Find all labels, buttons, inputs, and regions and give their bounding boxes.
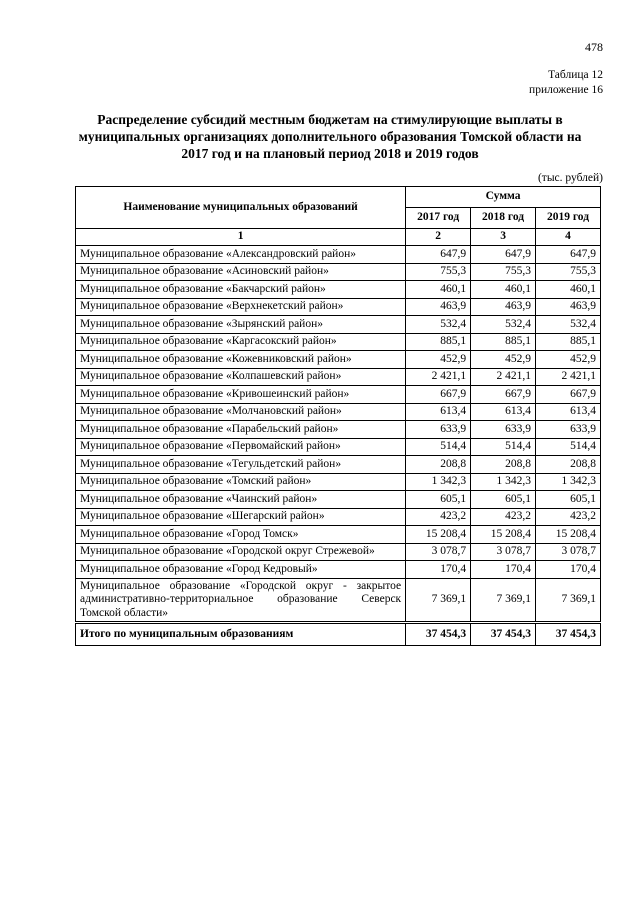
value-2017: 15 208,4 [406,526,471,544]
value-2019: 605,1 [536,491,601,509]
table-row [76,456,601,474]
value-2018: 460,1 [471,281,536,299]
value-2018: 605,1 [471,491,536,509]
table-row [76,508,601,526]
value-2017: 1 342,3 [406,473,471,491]
value-2019: 463,9 [536,298,601,316]
value-2019: 2 421,1 [536,368,601,386]
column-number: 4 [536,229,601,246]
value-2019: 613,4 [536,403,601,421]
value-2017: 633,9 [406,421,471,439]
value-2018: 452,9 [471,351,536,369]
header-sum: Сумма [406,187,601,208]
column-number: 2 [406,229,471,246]
value-2017: 613,4 [406,403,471,421]
table-row [76,561,601,579]
municipality-name: Муниципальное образование «Чаинский район» [76,491,406,509]
table-row [76,526,601,544]
municipality-name: Муниципальное образование «Городской округ - закрытое административно-территориальное образование Северск Томской области» [76,578,406,623]
value-2017: 460,1 [406,281,471,299]
total-2019: 37 454,3 [536,623,601,646]
value-2018: 3 078,7 [471,543,536,561]
municipality-name: Муниципальное образование «Шегарский район» [76,508,406,526]
appendix-number: приложение 16 [529,84,603,96]
value-2018: 667,9 [471,386,536,404]
total-row [76,623,601,646]
value-2019: 3 078,7 [536,543,601,561]
total-2017: 37 454,3 [406,623,471,646]
value-2019: 514,4 [536,438,601,456]
municipality-name: Муниципальное образование «Город Кедровый» [76,561,406,579]
table-row [76,246,601,264]
value-2019: 423,2 [536,508,601,526]
header-year-2019: 2019 год [536,208,601,229]
value-2019: 647,9 [536,246,601,264]
value-2019: 460,1 [536,281,601,299]
table-row [76,491,601,509]
value-2017: 605,1 [406,491,471,509]
municipality-name: Муниципальное образование «Молчановский район» [76,403,406,421]
value-2018: 885,1 [471,333,536,351]
value-2018: 532,4 [471,316,536,334]
document-title [70,111,590,162]
table-row [76,386,601,404]
value-2019: 755,3 [536,263,601,281]
value-2019: 667,9 [536,386,601,404]
value-2018: 514,4 [471,438,536,456]
column-number: 3 [471,229,536,246]
value-2017: 208,8 [406,456,471,474]
value-2017: 3 078,7 [406,543,471,561]
value-2019: 208,8 [536,456,601,474]
table-row [76,298,601,316]
value-2018: 15 208,4 [471,526,536,544]
municipality-name: Муниципальное образование «Кожевниковский район» [76,351,406,369]
table-row [76,351,601,369]
value-2019: 452,9 [536,351,601,369]
value-2018: 423,2 [471,508,536,526]
municipality-name: Муниципальное образование «Зырянский район» [76,316,406,334]
value-2019: 532,4 [536,316,601,334]
value-2019: 170,4 [536,561,601,579]
municipality-name: Муниципальное образование «Парабельский район» [76,421,406,439]
value-2017: 423,2 [406,508,471,526]
municipality-name: Муниципальное образование «Асиновский район» [76,263,406,281]
value-2017: 532,4 [406,316,471,334]
column-number: 1 [76,229,406,246]
value-2018: 7 369,1 [471,578,536,623]
page-number: 478 [585,40,603,54]
value-2018: 633,9 [471,421,536,439]
value-2018: 463,9 [471,298,536,316]
table-row [76,421,601,439]
value-2017: 647,9 [406,246,471,264]
table-label [529,68,603,98]
table-row [76,316,601,334]
table-row [76,333,601,351]
value-2018: 1 342,3 [471,473,536,491]
table-row [76,281,601,299]
value-2018: 208,8 [471,456,536,474]
municipality-name: Муниципальное образование «Томский район» [76,473,406,491]
municipality-name: Муниципальное образование «Александровский район» [76,246,406,264]
value-2018: 170,4 [471,561,536,579]
value-2018: 613,4 [471,403,536,421]
subsidy-table [75,186,601,646]
value-2019: 885,1 [536,333,601,351]
value-2017: 2 421,1 [406,368,471,386]
municipality-name: Муниципальное образование «Тегульдетский район» [76,456,406,474]
value-2017: 667,9 [406,386,471,404]
value-2018: 755,3 [471,263,536,281]
table-row [76,403,601,421]
value-2019: 15 208,4 [536,526,601,544]
header-year-2017: 2017 год [406,208,471,229]
column-numbers-row [76,229,601,246]
value-2017: 755,3 [406,263,471,281]
table-row [76,368,601,386]
header-year-2018: 2018 год [471,208,536,229]
municipality-name: Муниципальное образование «Первомайский район» [76,438,406,456]
table-row [76,473,601,491]
municipality-name: Муниципальное образование «Колпашевский район» [76,368,406,386]
table-row [76,263,601,281]
title-line: Распределение субсидий местным бюджетам на стимулирующие выплаты в [97,112,563,127]
municipality-name: Муниципальное образование «Верхнекетский район» [76,298,406,316]
value-2019: 633,9 [536,421,601,439]
value-2017: 452,9 [406,351,471,369]
table-row [76,543,601,561]
municipality-name: Муниципальное образование «Кривошеинский район» [76,386,406,404]
value-2017: 885,1 [406,333,471,351]
value-2017: 170,4 [406,561,471,579]
table-number: Таблица 12 [548,69,603,81]
total-label: Итого по муниципальным образованиям [76,623,406,646]
municipality-name: Муниципальное образование «Бакчарский район» [76,281,406,299]
table-row [76,578,601,623]
value-2019: 1 342,3 [536,473,601,491]
table-row [76,438,601,456]
title-line: 2017 год и на плановый период 2018 и 2019 годов [181,146,479,161]
value-2017: 514,4 [406,438,471,456]
header-name: Наименование муниципальных образований [76,187,406,229]
value-2017: 463,9 [406,298,471,316]
value-2017: 7 369,1 [406,578,471,623]
municipality-name: Муниципальное образование «Городской округ Стрежевой» [76,543,406,561]
value-2018: 2 421,1 [471,368,536,386]
table-body [76,246,601,646]
municipality-name: Муниципальное образование «Каргасокский район» [76,333,406,351]
title-line: муниципальных организациях дополнительного образования Томской области на [78,129,582,144]
municipality-name: Муниципальное образование «Город Томск» [76,526,406,544]
units-note: (тыс. рублей) [537,172,603,184]
value-2019: 7 369,1 [536,578,601,623]
total-2018: 37 454,3 [471,623,536,646]
value-2018: 647,9 [471,246,536,264]
